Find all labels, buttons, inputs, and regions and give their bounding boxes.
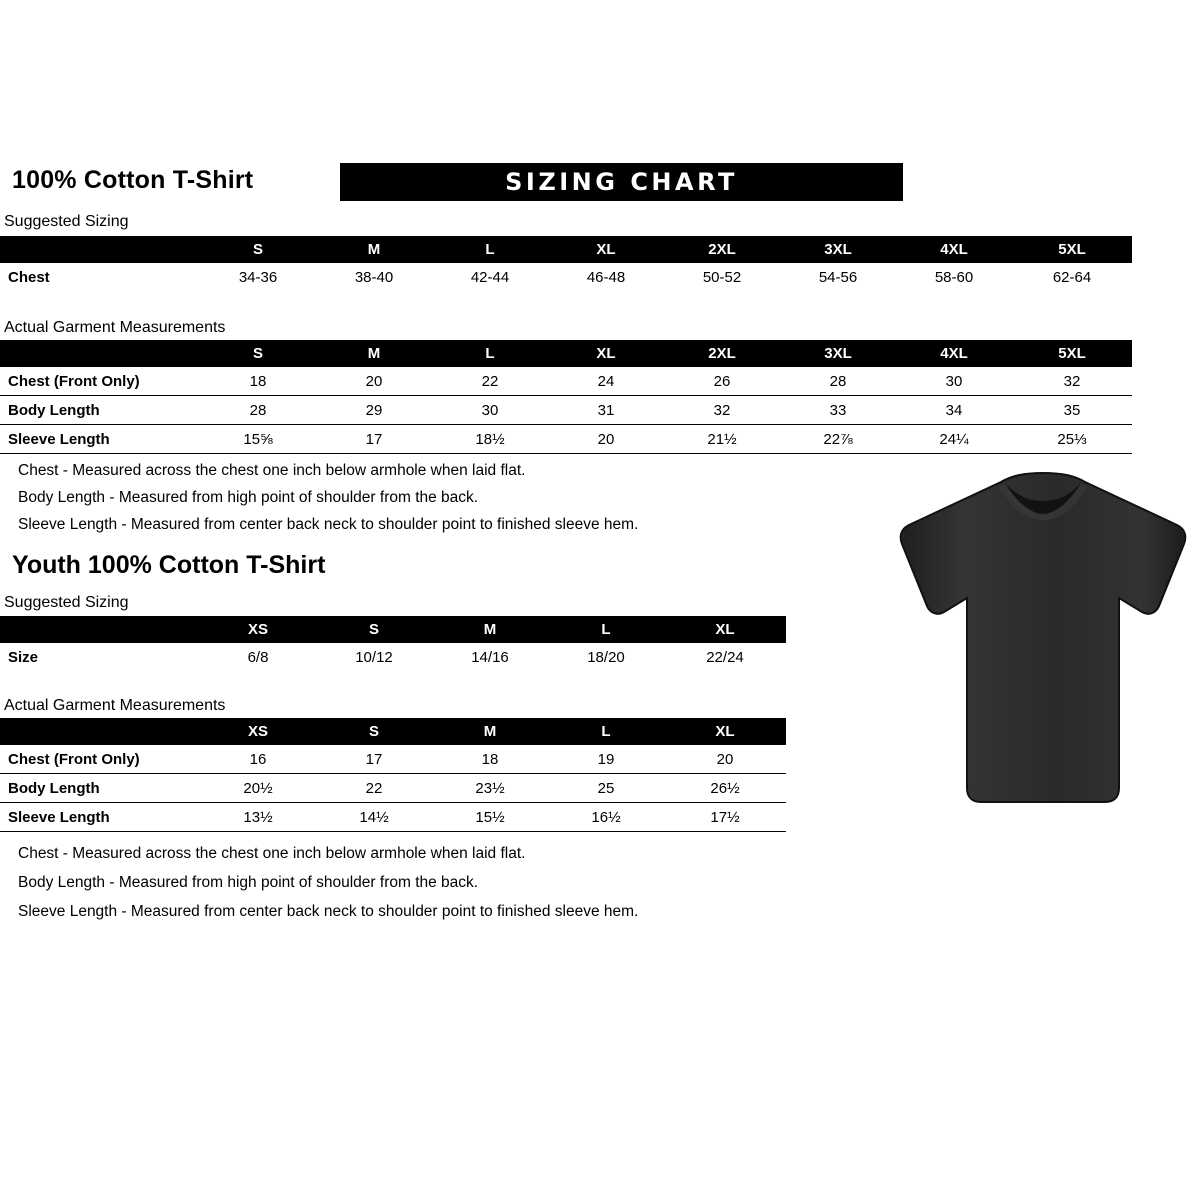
col-header	[0, 718, 200, 745]
cell: 31	[548, 396, 664, 425]
col-header: L	[601, 621, 611, 638]
cell: 19	[548, 745, 664, 774]
cell: 22⅞	[780, 425, 896, 454]
cell: 29	[316, 396, 432, 425]
col-header: 2XL	[708, 345, 736, 362]
col-header: L	[485, 345, 495, 362]
cell: 18½	[432, 425, 548, 454]
table-header-row	[0, 236, 1132, 263]
cell: 17	[316, 745, 432, 774]
row-label: Sleeve Length	[0, 425, 200, 454]
sizing-chart-banner-label: SIZING CHART	[505, 168, 738, 196]
col-header: M	[367, 345, 381, 362]
cell: 16½	[548, 803, 664, 832]
cell: 20	[548, 425, 664, 454]
cell: 30	[432, 396, 548, 425]
cell: 38-40	[354, 268, 394, 286]
youth-actual-measurements-label: Actual Garment Measurements	[4, 697, 226, 714]
cell: 6/8	[247, 648, 269, 666]
col-header: XS	[247, 621, 268, 638]
adult-section-title: 100% Cotton T-Shirt	[12, 166, 254, 194]
cell: 24	[548, 367, 664, 396]
col-header: M	[483, 621, 497, 638]
cell: 62-64	[1052, 268, 1092, 286]
cell: 18/20	[587, 648, 625, 666]
col-header: L	[601, 723, 611, 740]
row-label: Body Length	[0, 396, 200, 425]
cell: 14½	[316, 803, 432, 832]
cell: 22	[316, 774, 432, 803]
col-header: XL	[596, 345, 616, 362]
cell: 25⅓	[1012, 425, 1132, 454]
adult-note-body-length: Body Length - Measured from high point of shoulder from the back.	[18, 489, 479, 506]
col-header: 5XL	[1058, 345, 1086, 362]
col-header: M	[483, 723, 497, 740]
cell: 32	[1012, 367, 1132, 396]
col-header: S	[252, 241, 263, 258]
col-header: M	[367, 241, 381, 258]
col-header	[0, 236, 200, 263]
row-label: Size	[8, 648, 39, 666]
col-header: XS	[247, 723, 268, 740]
cell: 14/16	[471, 648, 509, 666]
youth-note-sleeve-length: Sleeve Length - Measured from center back neck to shoulder point to finished sleeve hem.	[18, 903, 639, 920]
table-row	[0, 367, 1132, 396]
cell: 20½	[200, 774, 316, 803]
col-header: S	[368, 621, 379, 638]
cell: 20	[316, 367, 432, 396]
row-label: Sleeve Length	[0, 803, 200, 832]
col-header	[0, 340, 200, 367]
col-header: 4XL	[940, 241, 968, 258]
adult-suggested-sizing-label: Suggested Sizing	[4, 213, 129, 230]
table-row	[0, 643, 786, 671]
row-label: Body Length	[0, 774, 200, 803]
cell: 22/24	[706, 648, 744, 666]
cell: 17½	[664, 803, 786, 832]
cell: 16	[200, 745, 316, 774]
cell: 26½	[664, 774, 786, 803]
cell: 10/12	[355, 648, 393, 666]
cell: 15⅝	[200, 425, 316, 454]
youth-suggested-sizing-table	[0, 616, 786, 671]
cell: 28	[200, 396, 316, 425]
table-header-row	[0, 718, 786, 745]
cell: 42-44	[470, 268, 510, 286]
col-header: 3XL	[824, 345, 852, 362]
row-label: Chest (Front Only)	[0, 367, 200, 396]
table-row	[0, 425, 1132, 454]
t-shirt-image	[893, 470, 1193, 810]
adult-suggested-sizing-table	[0, 236, 1132, 291]
row-label: Chest (Front Only)	[0, 745, 200, 774]
col-header: S	[252, 345, 263, 362]
cell: 20	[664, 745, 786, 774]
adult-actual-measurements-table	[0, 340, 1132, 454]
youth-suggested-sizing-label: Suggested Sizing	[4, 594, 129, 611]
cell: 35	[1012, 396, 1132, 425]
cell: 58-60	[934, 268, 974, 286]
cell: 23½	[432, 774, 548, 803]
cell: 50-52	[702, 268, 742, 286]
col-header: XL	[715, 723, 735, 740]
youth-note-body-length: Body Length - Measured from high point of shoulder from the back.	[18, 874, 479, 891]
cell: 22	[432, 367, 548, 396]
table-header-row	[0, 340, 1132, 367]
col-header: L	[485, 241, 495, 258]
adult-actual-measurements-label: Actual Garment Measurements	[4, 319, 226, 336]
youth-section-title: Youth 100% Cotton T-Shirt	[12, 551, 326, 579]
cell: 34	[896, 396, 1012, 425]
cell: 54-56	[818, 268, 858, 286]
adult-note-chest: Chest - Measured across the chest one inch below armhole when laid flat.	[18, 462, 526, 479]
col-header: 2XL	[708, 241, 736, 258]
col-header: 4XL	[940, 345, 968, 362]
cell: 25	[548, 774, 664, 803]
cell: 18	[432, 745, 548, 774]
cell: 33	[780, 396, 896, 425]
col-header: S	[368, 723, 379, 740]
col-header: XL	[715, 621, 735, 638]
col-header: XL	[596, 241, 616, 258]
cell: 21½	[664, 425, 780, 454]
cell: 13½	[200, 803, 316, 832]
col-header: 5XL	[1058, 241, 1086, 258]
cell: 34-36	[238, 268, 278, 286]
cell: 28	[780, 367, 896, 396]
col-header: 3XL	[824, 241, 852, 258]
table-row	[0, 745, 786, 774]
table-row	[0, 396, 1132, 425]
sizing-chart-banner	[340, 163, 903, 201]
cell: 18	[200, 367, 316, 396]
cell: 24¼	[896, 425, 1012, 454]
cell: 26	[664, 367, 780, 396]
cell: 17	[316, 425, 432, 454]
cell: 30	[896, 367, 1012, 396]
youth-actual-measurements-table	[0, 718, 786, 832]
t-shirt-icon	[893, 470, 1193, 810]
table-row	[0, 774, 786, 803]
cell: 15½	[432, 803, 548, 832]
col-header	[0, 616, 200, 643]
row-label: Chest	[8, 268, 50, 286]
cell: 32	[664, 396, 780, 425]
table-header-row	[0, 616, 786, 643]
cell: 46-48	[586, 268, 626, 286]
adult-note-sleeve-length: Sleeve Length - Measured from center back neck to shoulder point to finished sleeve hem.	[18, 516, 639, 533]
table-row	[0, 263, 1132, 291]
youth-note-chest: Chest - Measured across the chest one inch below armhole when laid flat.	[18, 845, 526, 862]
table-row	[0, 803, 786, 832]
